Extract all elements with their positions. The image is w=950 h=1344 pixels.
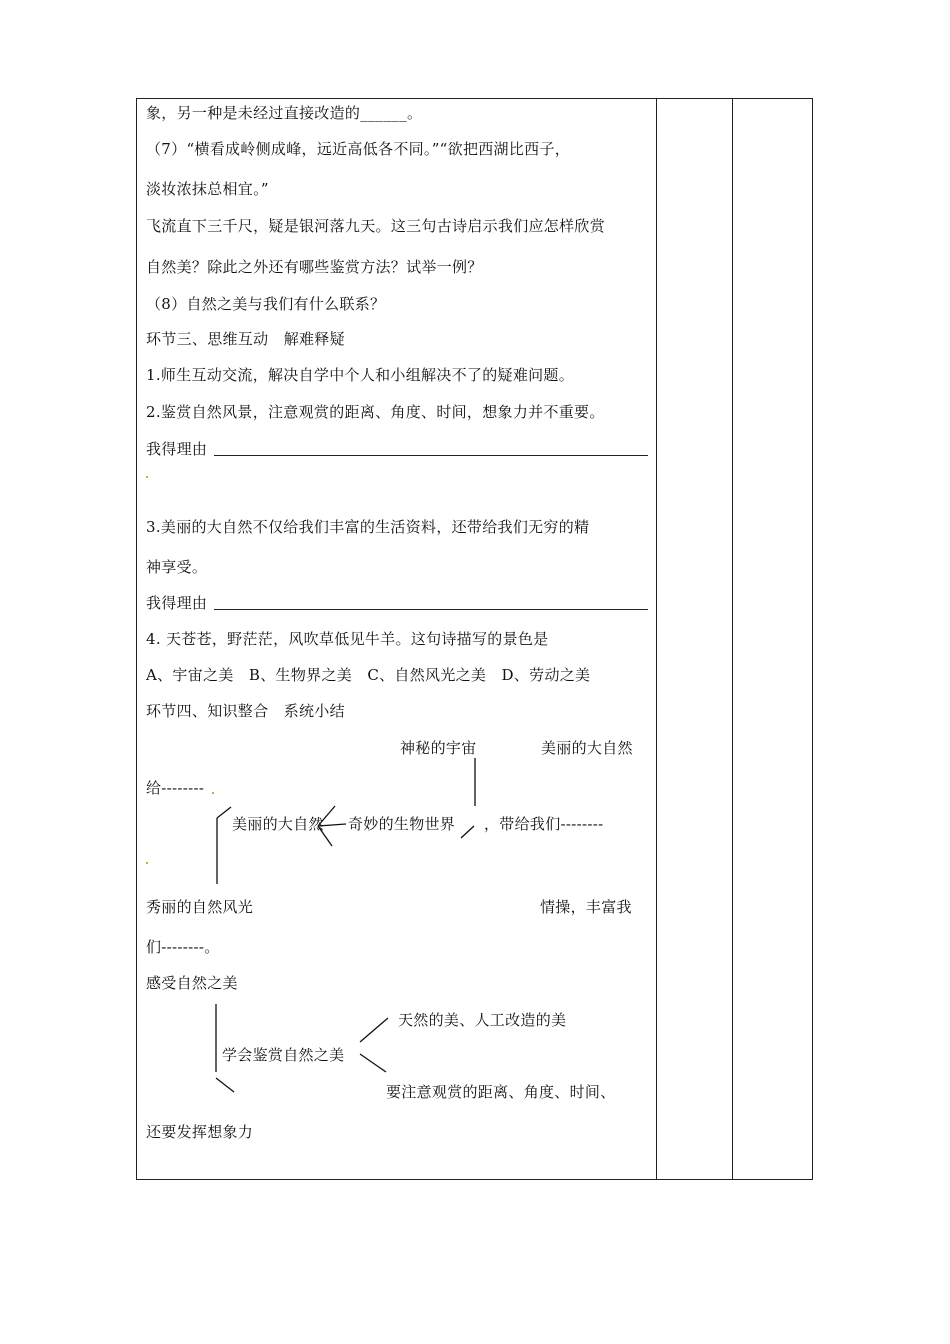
text-line-3: 淡妆浓抹总相宜。”	[146, 180, 269, 198]
item-2: 2.鉴赏自然风景，注意观赏的距离、角度、时间，想象力并不重要。	[146, 403, 605, 421]
diagram-bio-world: 奇妙的生物世界	[348, 815, 456, 833]
answer-line-2	[214, 609, 648, 610]
diagram-feel-beauty: 感受自然之美	[146, 974, 238, 992]
diagram-imagination: 还要发挥想象力	[146, 1123, 254, 1141]
answer-line-1	[214, 455, 648, 456]
column-divider-1	[656, 98, 657, 1180]
diagram-attention: 要注意观赏的距离、角度、时间、	[386, 1083, 616, 1101]
text-line-1: 象，另一种是未经过直接改造的______。	[146, 104, 423, 122]
item-3: 3.美丽的大自然不仅给我们丰富的生活资料，还带给我们无穷的精	[146, 518, 590, 536]
diagram-learn-appreciate: 学会鉴赏自然之美	[222, 1046, 345, 1064]
section-3-heading: 环节三、思维互动 解难释疑	[146, 330, 345, 348]
question-7: （7）“横看成岭侧成峰，远近高低各不同。”“欲把西湖比西子，	[146, 140, 571, 158]
section-4-heading: 环节四、知识整合 系统小结	[146, 702, 345, 720]
item-1: 1.师生互动交流，解决自学中个人和小组解决不了的疑难问题。	[146, 366, 575, 384]
text-line-5: 自然美？除此之外还有哪些鉴赏方法？试举一例？	[146, 258, 483, 276]
text-line-12: 神享受。	[146, 558, 208, 576]
item-4: 4. 天苍苍，野茫茫，风吹草低见牛羊。这句诗描写的景色是	[146, 630, 549, 648]
diagram-sentiment: 情操，丰富我	[540, 898, 632, 916]
diagram-give: 给--------	[146, 779, 205, 797]
diagram-nature-center: 美丽的大自然	[232, 815, 324, 833]
text-line-4: 飞流直下三千尺，疑是银河落九天。这三句古诗启示我们应怎样欣赏	[146, 217, 606, 235]
diagram-universe: 神秘的宇宙	[400, 739, 477, 757]
diagram-bring-us: ，带给我们--------	[484, 815, 604, 833]
reason-label-1: 我得理由	[146, 440, 208, 458]
column-divider-2	[732, 98, 733, 1180]
diagram-us-blank: 们--------。	[146, 938, 220, 956]
reason-label-2: 我得理由	[146, 594, 208, 612]
diagram-scenery: 秀丽的自然风光	[146, 898, 254, 916]
diagram-natural-artificial: 天然的美、人工改造的美	[398, 1011, 567, 1029]
question-8: （8）自然之美与我们有什么联系？	[146, 295, 386, 313]
speck	[146, 476, 148, 478]
diagram-nature-right: 美丽的大自然	[541, 739, 633, 757]
speck	[146, 862, 148, 864]
choices: A、宇宙之美 B、生物界之美 C、自然风光之美 D、劳动之美	[146, 666, 591, 684]
speck	[212, 792, 214, 794]
